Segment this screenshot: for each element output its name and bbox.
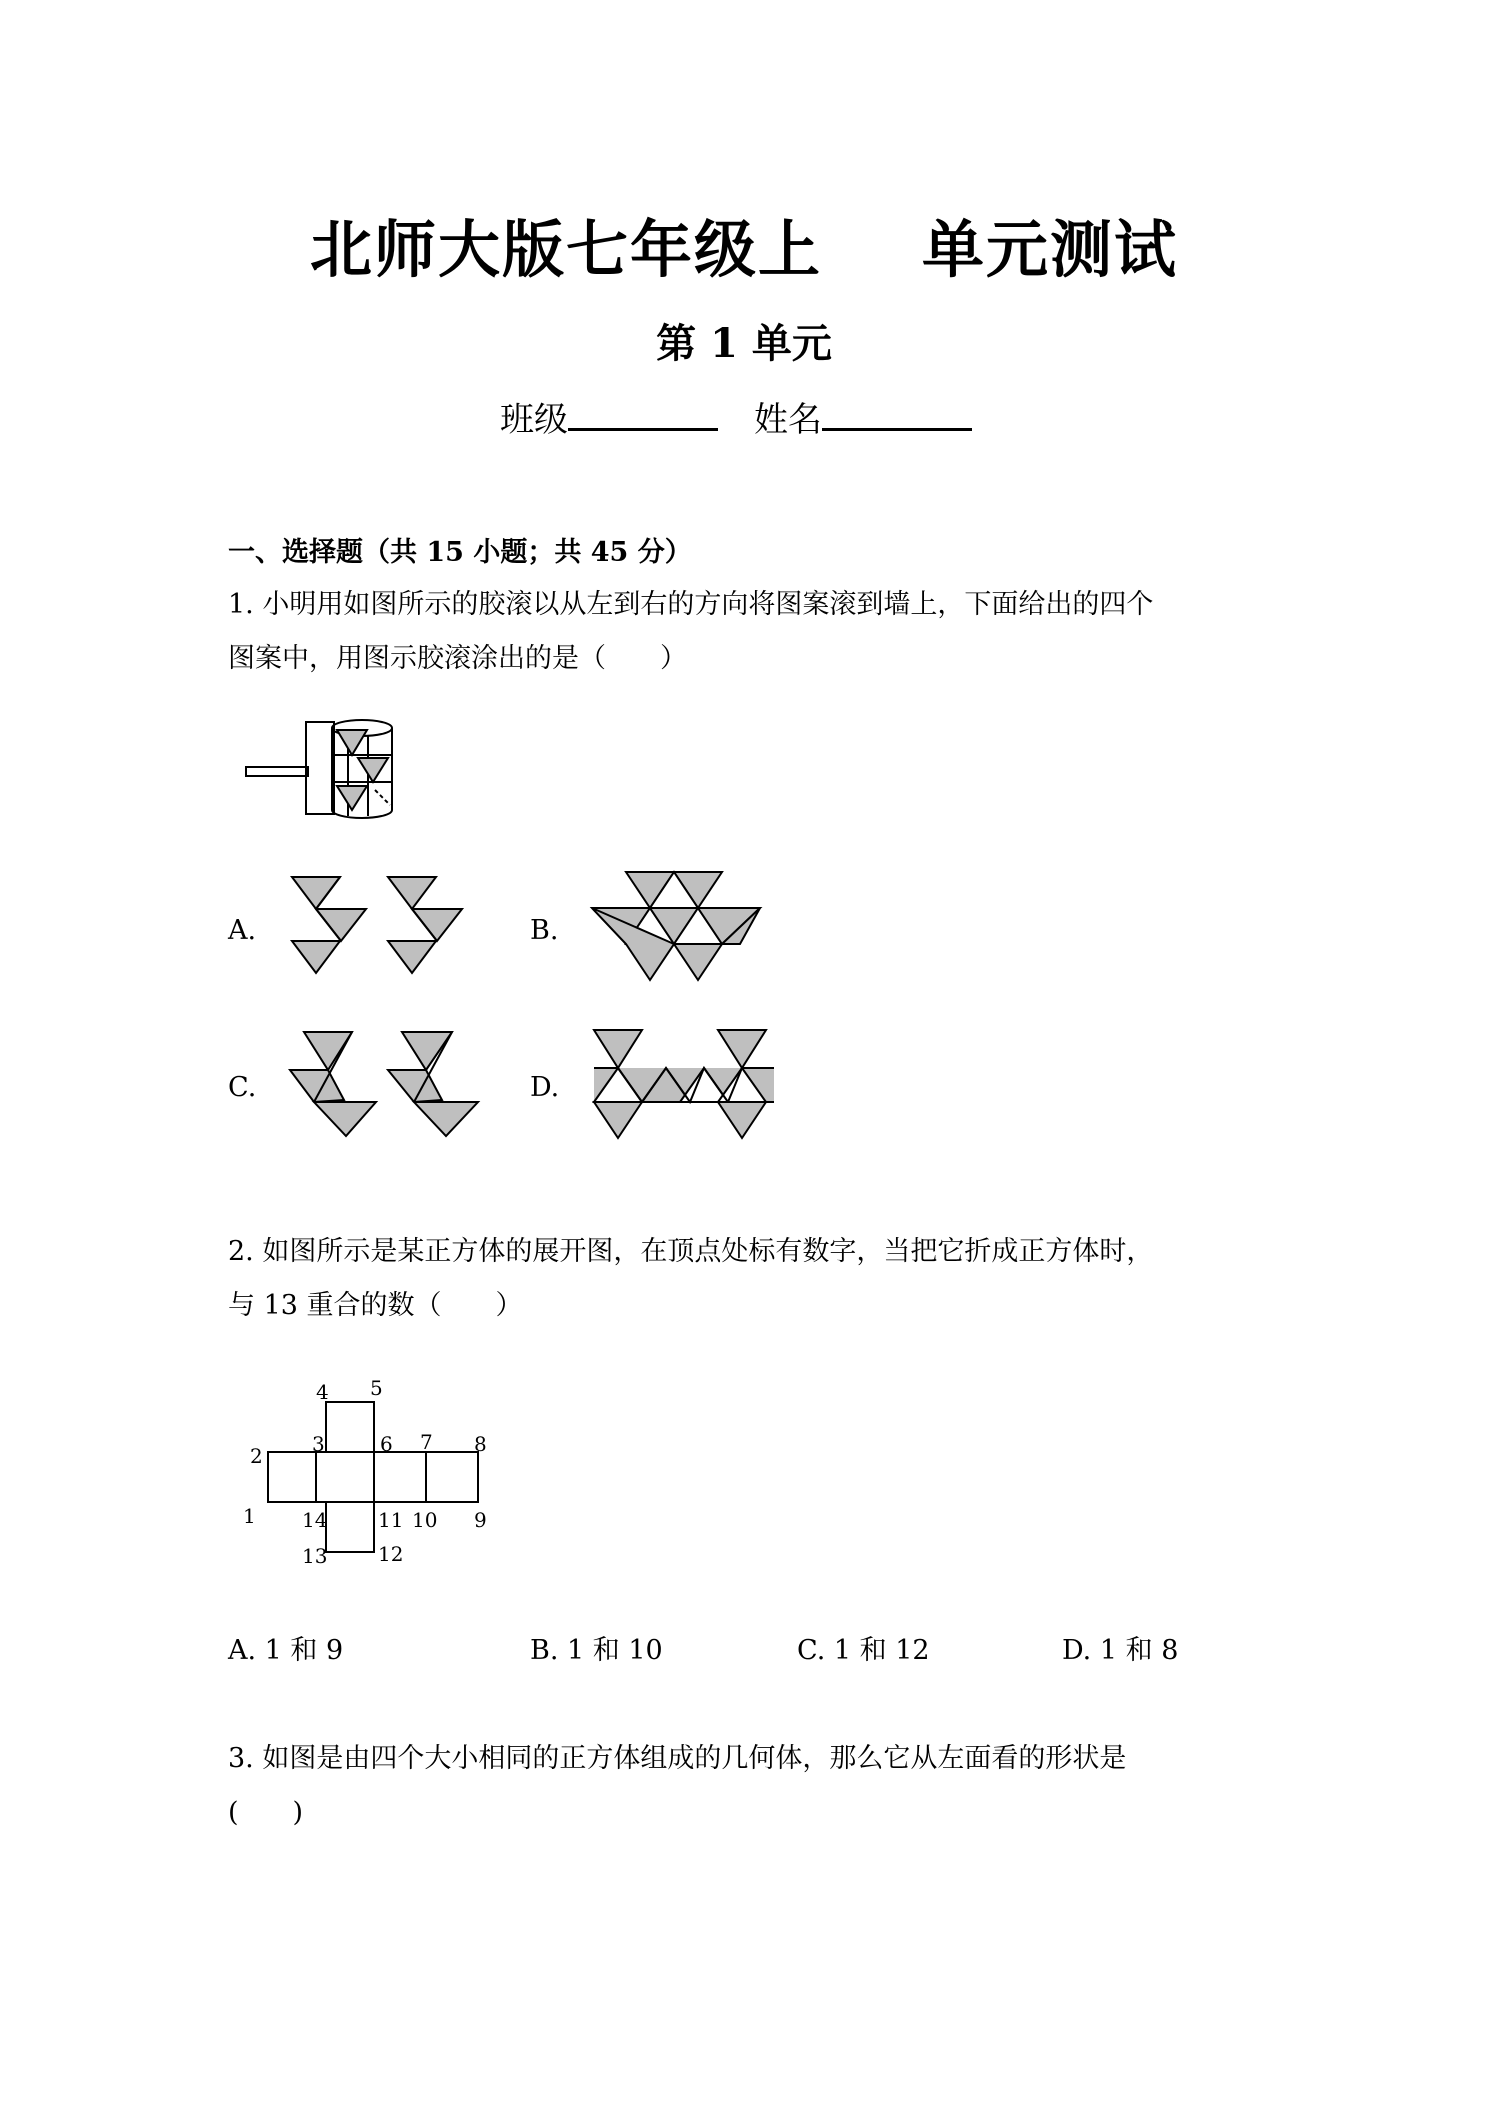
unit-subtitle: 第 1 单元 (656, 320, 832, 367)
title-right: 单元测试 (922, 213, 1179, 286)
class-label: 班级 (500, 400, 568, 440)
title-left: 北师大版七年级上 (309, 213, 822, 286)
vertex-label-2: 2 (250, 1444, 263, 1468)
vertex-label-7: 7 (420, 1430, 433, 1454)
question-2-line1: 2. 如图所示是某正方体的展开图，在顶点处标有数字，当把它折成正方体时， (228, 1236, 1154, 1267)
vertex-label-14: 14 (302, 1508, 328, 1532)
roller-figure (240, 710, 420, 830)
question-3-line1: 3. 如图是由四个大小相同的正方体组成的几何体，那么它从左面看的形状是 (228, 1743, 1127, 1774)
q2-option-d[interactable]: D. 1 和 8 (1062, 1635, 1179, 1666)
q1-option-b-figure (590, 870, 780, 985)
vertex-label-6: 6 (380, 1432, 393, 1456)
q2-option-a[interactable]: A. 1 和 9 (228, 1635, 344, 1666)
question-3-line2: ( ) (228, 1797, 304, 1828)
vertex-label-12: 12 (378, 1542, 404, 1566)
question-2-line2: 与 13 重合的数（ ） (228, 1290, 523, 1321)
q1-option-a[interactable]: A. (228, 915, 257, 946)
student-fields (500, 392, 1008, 441)
vertex-label-13: 13 (302, 1544, 328, 1568)
question-1-line2: 图案中，用图示胶滚涂出的是（ ） (228, 643, 687, 674)
vertex-label-3: 3 (312, 1432, 325, 1456)
question-2 (228, 1225, 1278, 1333)
q1-option-c-figure (288, 1030, 488, 1140)
vertex-label-9: 9 (474, 1508, 487, 1532)
section-heading: 一、选择题（共 15 小题；共 45 分） (228, 537, 692, 568)
question-3 (228, 1732, 1278, 1840)
vertex-label-4: 4 (316, 1380, 329, 1404)
name-blank[interactable] (822, 394, 972, 431)
vertex-label-1: 1 (243, 1504, 256, 1528)
question-1-line1: 1. 小明用如图所示的胶滚以从左到右的方向将图案滚到墙上，下面给出的四个 (228, 589, 1154, 620)
cube-net-figure (240, 1370, 500, 1575)
vertex-label-11: 11 (378, 1508, 404, 1532)
vertex-label-5: 5 (370, 1376, 383, 1400)
q1-option-c[interactable]: C. (228, 1072, 257, 1103)
q2-option-b[interactable]: B. 1 和 10 (530, 1635, 663, 1666)
q1-option-b[interactable]: B. (530, 915, 559, 946)
vertex-label-10: 10 (412, 1508, 438, 1532)
q2-option-c[interactable]: C. 1 和 12 (797, 1635, 930, 1666)
q1-option-d[interactable]: D. (530, 1072, 560, 1103)
class-blank[interactable] (568, 394, 718, 431)
q1-option-d-figure (590, 1028, 780, 1143)
vertex-label-8: 8 (474, 1432, 487, 1456)
question-1 (228, 578, 1278, 686)
page-title (0, 200, 1488, 289)
q1-option-a-figure (290, 875, 480, 975)
name-label: 姓名 (754, 400, 822, 440)
